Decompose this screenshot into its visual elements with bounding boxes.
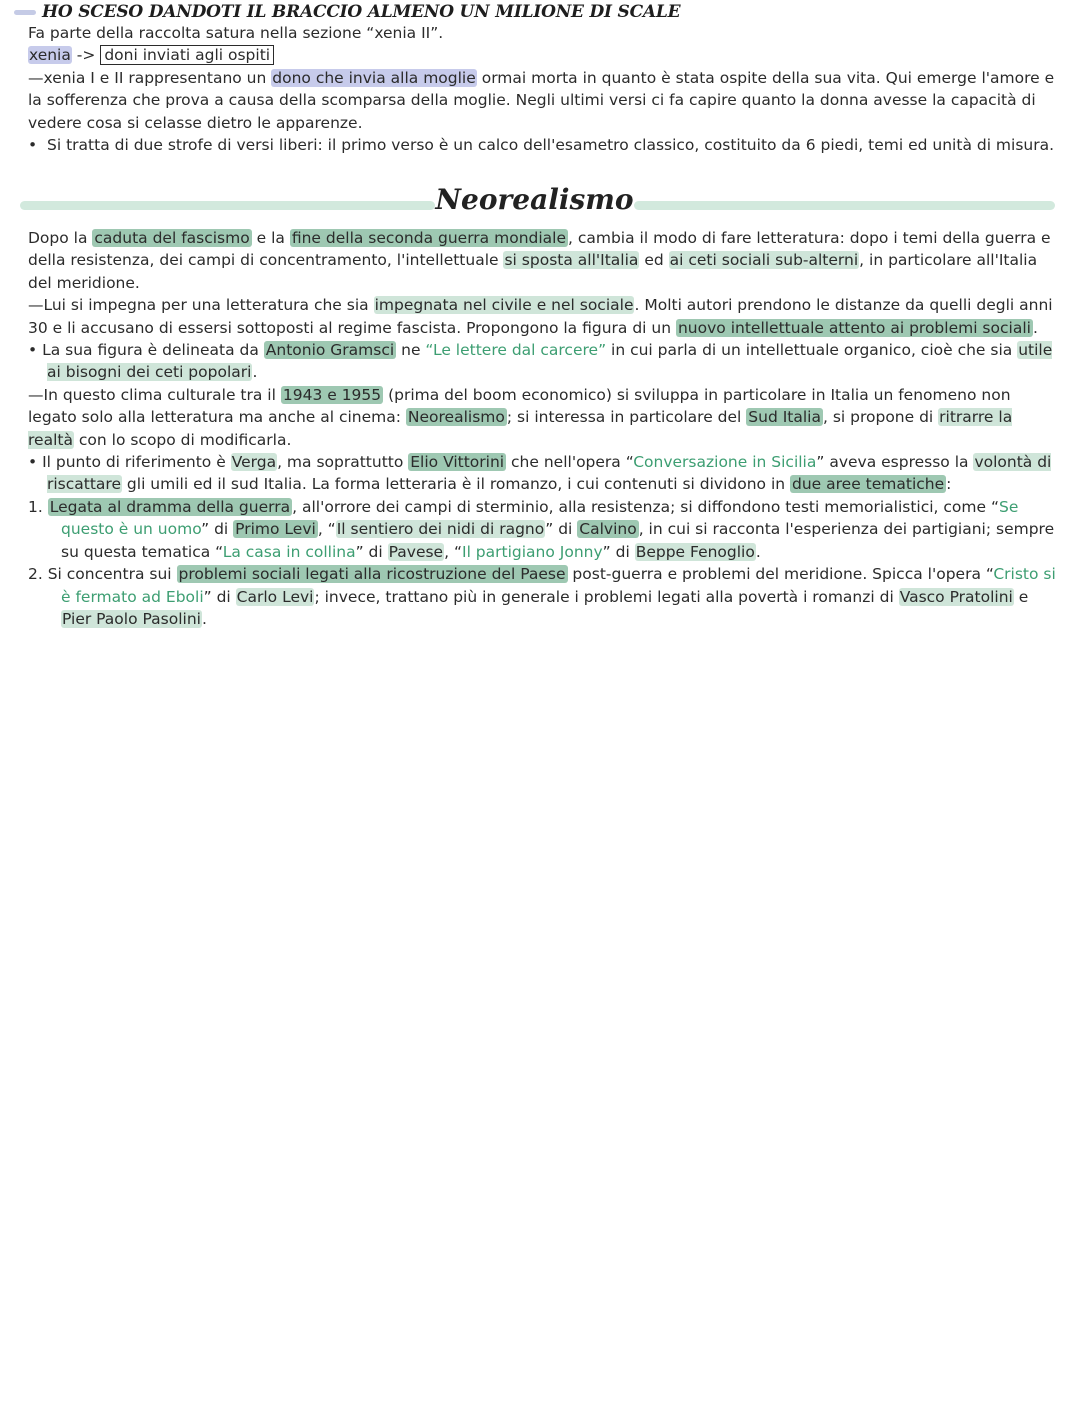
highlighted-text: Pavese xyxy=(388,542,444,561)
text-run: 2. Si concentra sui xyxy=(28,565,177,584)
text-run: e xyxy=(1013,587,1029,606)
highlighted-text: problemi sociali legati alla ricostruzione del Paese xyxy=(178,565,566,584)
text-run: , cambia il modo di fare letteratura: dopo i temi della guerra e della resistenza, dei campi di concentramento, l'intellettuale xyxy=(28,229,1051,270)
text-run: , “ xyxy=(317,520,336,539)
highlighted-text: Verga xyxy=(231,453,277,472)
highlighted-text: Conversazione in Sicilia xyxy=(633,453,817,472)
text-run: • Il punto di riferimento è xyxy=(28,453,231,472)
text-run: ” di xyxy=(201,520,234,539)
text-run: con lo scopo di modificarla. xyxy=(73,430,292,449)
text-run: post-guerra e problemi del meridione. Spicca l'opera “ xyxy=(567,565,994,584)
text-run: ; invece, trattano più in generale i problemi legati alla povertà i romanzi di xyxy=(314,587,899,606)
text-run: , in particolare all'Italia del meridione. xyxy=(28,251,1038,292)
theme-item-1 xyxy=(28,496,1058,563)
paragraph-dopoguerra xyxy=(28,227,1058,294)
intro-block xyxy=(28,22,1058,156)
divider-bar-right xyxy=(634,201,1055,210)
text-run: , all'orrore dei campi di sterminio, alla resistenza; si diffondono testi memorialistici, come “ xyxy=(292,497,999,516)
theme-item-2 xyxy=(28,563,1058,630)
text-run: che nell'opera “ xyxy=(506,453,634,472)
xenia-definition-box: doni inviati agli ospiti xyxy=(100,45,274,65)
xenia-term: xenia xyxy=(29,46,71,65)
bullet-mark: • xyxy=(28,136,38,155)
xenia-paragraph xyxy=(28,67,1058,134)
xenia-paragraph-highlight: dono che invia alla moglie xyxy=(272,68,476,87)
highlighted-text: utile ai bisogni dei ceti popolari xyxy=(47,341,1053,382)
text-run: in cui parla di un intellettuale organico, cioè che sia xyxy=(606,341,1018,360)
highlighted-text: si sposta all'Italia xyxy=(504,251,639,270)
paragraph-impegno xyxy=(28,294,1058,339)
highlighted-text: Il sentiero dei nidi di ragno xyxy=(336,520,545,539)
text-run: ; si interessa in particolare del xyxy=(506,408,747,427)
bullet-verga xyxy=(28,451,1058,496)
text-run: Dopo la xyxy=(28,229,93,247)
strofe-text: Si tratta di due strofe di versi liberi: il primo verso è un calco dell'esametro classico, costituito da 6 piedi, temi ed unità di misura. xyxy=(47,136,1055,155)
highlighted-text: fine della seconda guerra mondiale xyxy=(291,229,566,247)
text-run: —In questo clima culturale tra il xyxy=(28,385,281,404)
text-run: ” aveva espresso la xyxy=(816,453,974,472)
text-run: gli umili ed il sud Italia. La forma letteraria è il romanzo, i cui contenuti si dividono in xyxy=(122,475,790,494)
poem-title: HO SCESO DANDOTI IL BRACCIO ALMENO UN MILIONE DI SCALE xyxy=(42,2,681,22)
highlighted-text: Legata al dramma della guerra xyxy=(49,497,291,516)
text-run: ” di xyxy=(203,587,236,606)
highlighted-text: Il partigiano Jonny xyxy=(462,542,603,561)
highlighted-text: Pier Paolo Pasolini xyxy=(62,609,201,628)
text-run: (prima del boom economico) si sviluppa in particolare in Italia un fenomeno non legato solo alla letteratura ma anche al cinema: xyxy=(28,385,1011,427)
text-run: 1. xyxy=(28,497,48,516)
xenia-paragraph-text-b: ormai morta in quanto è stata ospite della sua vita. Qui emerge l'amore e la sofferenza che prova a causa della scomparsa della moglie. Negli ultimi versi ci fa capire quanto la donna avesse la capacità di vedere cosa si celasse dietro le apparenze. xyxy=(28,68,1055,132)
highlighted-text: Neorealismo xyxy=(407,408,505,427)
highlighted-text: caduta del fascismo xyxy=(94,229,250,247)
highlighted-text: Calvino xyxy=(579,520,637,539)
text-run: : xyxy=(946,475,952,494)
text-run: ” di xyxy=(602,542,635,561)
highlighted-text: Sud Italia xyxy=(748,408,821,427)
text-run: . xyxy=(252,363,258,382)
bullet-gramsci xyxy=(28,339,1058,384)
text-run: , ma soprattutto xyxy=(277,453,409,472)
highlighted-text: volontà di riscattare xyxy=(47,453,1052,494)
section-title: Neorealismo xyxy=(435,183,634,216)
text-run: , “ xyxy=(444,542,462,561)
xenia-definition xyxy=(28,44,1058,66)
highlighted-text: 1943 e 1955 xyxy=(282,385,382,404)
highlighted-text: “Le lettere dal carcere” xyxy=(425,341,607,360)
strofe-bullet xyxy=(28,134,1058,156)
highlighted-text: Primo Levi xyxy=(235,520,316,539)
text-run: —Lui si impegna per una letteratura che sia xyxy=(28,296,374,315)
highlighted-text: La casa in collina xyxy=(222,542,356,561)
text-run: . Molti autori prendono le distanze da quelli degli anni 30 e li accusano di essersi sottoposti al regime fascista. Propongono la figura di un xyxy=(28,296,1053,337)
title-dash-decoration xyxy=(14,10,36,15)
xenia-paragraph-text-a: —xenia I e II rappresentano un xyxy=(28,68,272,87)
text-run: ed xyxy=(639,251,669,270)
text-run: • La sua figura è delineata da xyxy=(28,341,264,360)
paragraph-clima xyxy=(28,384,1058,451)
text-run: ne xyxy=(396,341,426,360)
text-run: , in cui si racconta l'esperienza dei partigiani; sempre su questa tematica “ xyxy=(61,520,1055,561)
highlighted-text: due aree tematiche xyxy=(792,475,945,494)
text-run: . xyxy=(755,542,761,561)
divider-bar-left xyxy=(20,201,435,210)
text-run: ” di xyxy=(545,520,578,539)
highlighted-text: Carlo Levi xyxy=(236,587,314,606)
highlighted-text: Beppe Fenoglio xyxy=(635,542,755,561)
text-run: , si propone di xyxy=(822,408,939,427)
highlighted-text: Antonio Gramsci xyxy=(265,341,395,360)
highlighted-text: impegnata nel civile e nel sociale xyxy=(374,296,634,315)
highlighted-text: ai ceti sociali sub-alterni xyxy=(669,251,859,270)
text-run: . xyxy=(201,609,207,628)
highlighted-text: Vasco Pratolini xyxy=(899,587,1013,606)
intro-line: Fa parte della raccolta satura nella sezione “xenia II”. xyxy=(28,24,444,42)
highlighted-text: Elio Vittorini xyxy=(410,453,505,472)
section-divider xyxy=(20,183,1055,219)
highlighted-text: nuovo intellettuale attento ai problemi sociali xyxy=(677,318,1031,337)
xenia-arrow: -> xyxy=(71,46,96,65)
text-run: ” di xyxy=(355,542,388,561)
neorealismo-block xyxy=(28,227,1058,630)
highlighted-text: Cristo si è fermato ad Eboli xyxy=(61,565,1056,606)
text-run: e la xyxy=(251,229,290,247)
text-run: . xyxy=(1032,318,1038,337)
title-row xyxy=(14,0,680,24)
highlighted-text: Se questo è un uomo xyxy=(61,497,1019,539)
highlighted-text: ritrarre la realtà xyxy=(28,408,1013,449)
